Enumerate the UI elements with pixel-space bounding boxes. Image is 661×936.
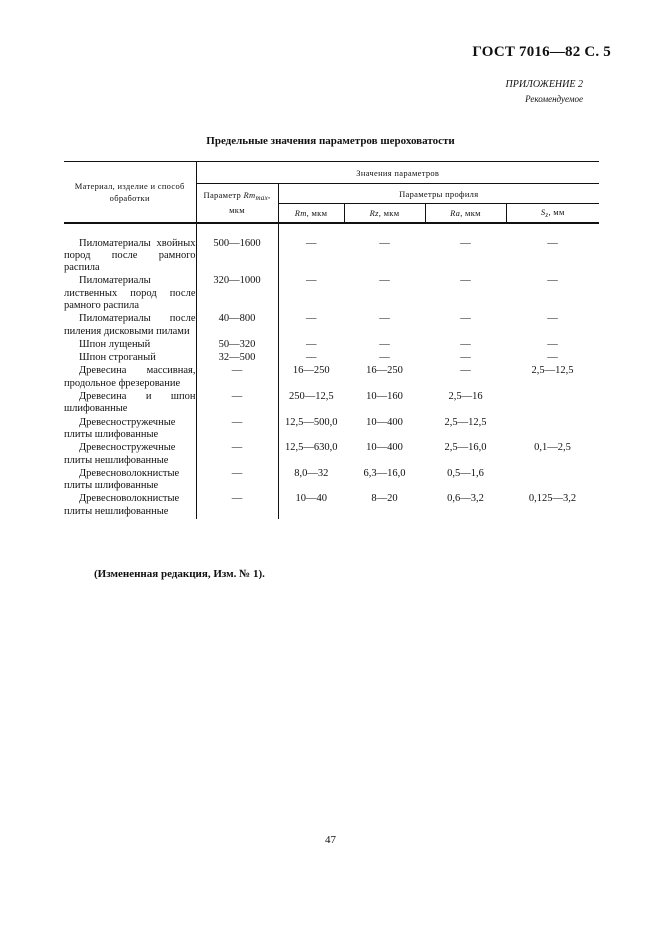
cell-rz: —: [379, 352, 390, 364]
appendix-label: ПРИЛОЖЕНИЕ 2: [505, 79, 583, 90]
header-material: Материал, изделие и способ обработки: [64, 162, 196, 223]
table-row: [64, 442, 599, 468]
cell-rm: —: [306, 313, 317, 325]
table-row: [64, 313, 599, 339]
header-values-group: Значения параметров: [196, 162, 599, 184]
cell-rm: 16—250: [292, 365, 330, 377]
table-row: [64, 365, 599, 391]
cell-rm: 8,0—32: [294, 467, 329, 479]
table-row: [64, 468, 599, 494]
header-rz: Rz, мкм: [344, 204, 425, 223]
cell-material: [64, 313, 196, 339]
roughness-table: [64, 161, 599, 519]
cell-material: [64, 417, 196, 443]
cell-rmmax: 40—800: [196, 313, 278, 339]
appendix-block: [506, 78, 584, 106]
cell-sz: 0,125—3,2: [528, 493, 577, 505]
cell-rm: —: [306, 338, 317, 350]
cell-ra: 0,6—3,2: [447, 493, 484, 505]
table-row: [64, 339, 599, 352]
material-text: Древесноволокнистые плиты шлифованные: [64, 467, 180, 492]
cell-rm: —: [306, 352, 317, 364]
table-row: [64, 417, 599, 443]
cell-material: [64, 238, 196, 276]
cell-sz: —: [547, 237, 558, 249]
cell-ra: —: [460, 365, 471, 377]
cell-sz: [506, 417, 599, 443]
cell-rmmax: 320—1000: [196, 275, 278, 313]
material-text: Древесина массивная, продольное фрезерование: [64, 365, 196, 389]
material-text: Пиломатериалы после пиления дисковыми пилами: [64, 313, 196, 337]
table-row: [64, 275, 599, 313]
header-rmmax: Параметр $Rm_{max}$, мкм: [196, 184, 278, 223]
header-ra: Ra, мкм: [425, 204, 506, 223]
cell-rmmax: —: [196, 493, 278, 519]
cell-rm: —: [306, 237, 317, 249]
cell-rmmax: —: [196, 391, 278, 417]
page-number: 47: [325, 834, 336, 846]
amendment-note: (Измененная редакция, Изм. № 1).: [94, 568, 265, 580]
cell-rz: 10—400: [366, 416, 403, 428]
cell-material: [64, 275, 196, 313]
table-title: Предельные значения параметров шероховатости: [206, 135, 455, 147]
appendix-status: Рекомендуемое: [525, 94, 583, 104]
cell-ra: 2,5—12,5: [444, 416, 487, 428]
cell-sz: [506, 391, 599, 417]
table-row: [64, 391, 599, 417]
material-text: Шпон лущеный: [79, 338, 151, 350]
cell-rmmax: —: [196, 417, 278, 443]
cell-sz: [506, 468, 599, 494]
cell-rmmax: 32—500: [196, 352, 278, 365]
cell-ra: —: [460, 313, 471, 325]
header-profile-group: Параметры профиля: [278, 184, 599, 204]
cell-rz: —: [379, 275, 390, 287]
cell-material: [64, 391, 196, 417]
cell-material: [64, 352, 196, 365]
cell-ra: —: [460, 275, 471, 287]
cell-ra: 2,5—16,0: [444, 442, 487, 454]
cell-sz: —: [547, 275, 558, 287]
cell-sz: 2,5—12,5: [531, 365, 574, 377]
cell-rz: —: [379, 313, 390, 325]
cell-sz: —: [547, 313, 558, 325]
cell-rz: 16—250: [366, 365, 403, 377]
material-text: Пиломатериалы лиственных пород после рамного распила: [64, 275, 196, 311]
cell-material: [64, 493, 196, 519]
cell-rz: 6,3—16,0: [363, 467, 406, 479]
material-text: Древесностружечные плиты нешлифованные: [64, 442, 176, 466]
cell-ra: —: [460, 237, 471, 249]
table-row: [64, 493, 599, 519]
document-reference: ГОСТ 7016—82 С. 5: [472, 44, 611, 60]
cell-rmmax: 50—320: [196, 339, 278, 352]
material-text: Древесноволокнистые плиты нешлифованные: [64, 493, 180, 517]
cell-ra: —: [460, 352, 471, 364]
cell-material: [64, 339, 196, 352]
cell-sz: 0,1—2,5: [534, 442, 571, 454]
cell-rmmax: —: [196, 365, 278, 391]
cell-sz: —: [547, 338, 558, 350]
table-row: [64, 352, 599, 365]
cell-rm: —: [306, 275, 317, 287]
material-text: Древесностружечные плиты шлифованные: [64, 416, 176, 440]
material-text: Шпон строганый: [79, 352, 156, 364]
cell-sz: —: [547, 352, 558, 364]
material-text: Древесина и шпон шлифованные: [64, 391, 196, 415]
table-row: [64, 238, 599, 276]
cell-rz: —: [379, 237, 390, 249]
cell-rm: 10—40: [295, 493, 327, 505]
cell-ra: 0,5—1,6: [447, 467, 484, 479]
header-rm: Rm, мкм: [278, 204, 344, 223]
cell-rz: —: [379, 338, 390, 350]
cell-material: [64, 468, 196, 494]
cell-rmmax: —: [196, 442, 278, 468]
cell-rm: 12,5—500,0: [285, 416, 338, 428]
cell-rm: 12,5—630,0: [285, 442, 338, 454]
cell-rmmax: 500—1600: [196, 238, 278, 276]
cell-material: [64, 365, 196, 391]
material-text: Пиломатериалы хвойных пород после рамного распила: [64, 237, 196, 274]
header-sz: $S_z$, мм: [506, 204, 599, 223]
cell-ra: 2,5—16: [448, 391, 483, 403]
cell-rmmax: —: [196, 468, 278, 494]
table-header: [64, 162, 599, 223]
cell-rm: 250—12,5: [288, 391, 334, 403]
cell-material: [64, 442, 196, 468]
table-body: [64, 223, 599, 520]
cell-ra: —: [460, 338, 471, 350]
cell-rz: 8—20: [371, 493, 398, 505]
cell-rz: 10—400: [366, 442, 403, 454]
cell-rz: 10—160: [366, 391, 403, 403]
